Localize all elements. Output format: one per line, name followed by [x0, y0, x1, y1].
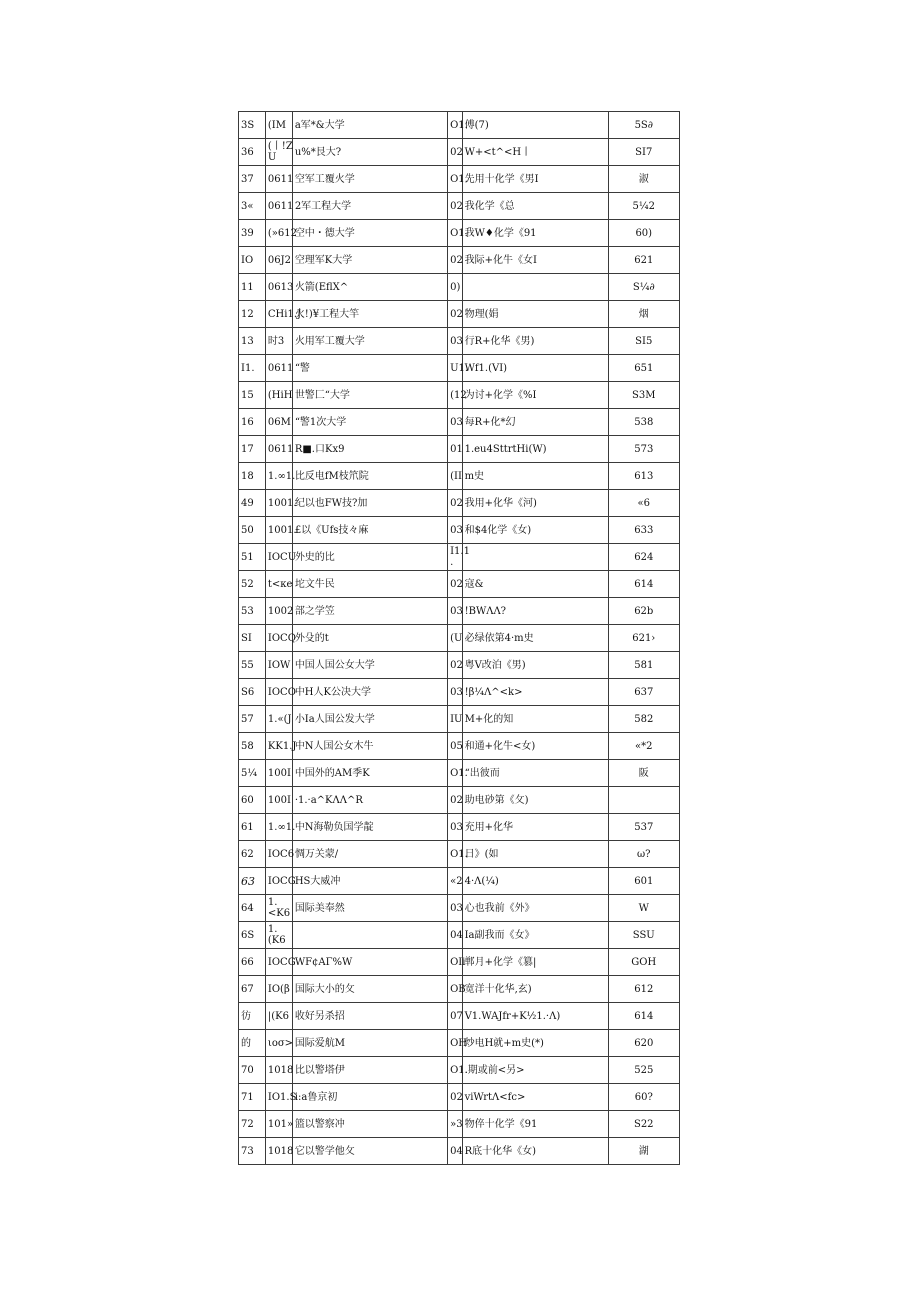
major-name: 傅(7) — [462, 112, 608, 139]
score-value: SSU — [608, 922, 679, 949]
school-name: 中N海勒负国学靛 — [292, 814, 447, 841]
major-code: (II — [448, 463, 462, 490]
row-number: 11 — [239, 274, 266, 301]
school-code: IO(β — [265, 976, 292, 1003]
major-code: IU — [448, 706, 462, 733]
score-value: 637 — [608, 679, 679, 706]
school-name: 比反电fM枝笊院 — [292, 463, 447, 490]
school-name: 火箭(EflX^ — [292, 274, 447, 301]
score-value: ω? — [608, 841, 679, 868]
school-name: 坨文牛民 — [292, 571, 447, 598]
admission-score-table — [238, 111, 680, 1165]
school-name: R■.口Kx9 — [292, 436, 447, 463]
major-name: 日》(如 — [462, 841, 608, 868]
school-code: ιoσ> — [265, 1030, 292, 1057]
table-row — [239, 625, 680, 652]
school-code: CHi1.J — [265, 301, 292, 328]
major-code: 03 — [448, 895, 462, 922]
school-name: 小Ia人国公发大学 — [292, 706, 447, 733]
score-value: 烟 — [608, 301, 679, 328]
row-number: 5¼ — [239, 760, 266, 787]
major-code: 05 — [448, 733, 462, 760]
row-number: 55 — [239, 652, 266, 679]
score-value: 湖 — [608, 1138, 679, 1165]
table-row — [239, 409, 680, 436]
major-name: 郸月+化学《篡| — [462, 949, 608, 976]
major-code: 02 — [448, 1084, 462, 1111]
major-code: 03 — [448, 814, 462, 841]
table-row — [239, 922, 680, 949]
table-row — [239, 328, 680, 355]
major-name: 我际+化牛《女I — [462, 247, 608, 274]
score-value: SI5 — [608, 328, 679, 355]
school-name: WF¢AΓ%W — [292, 949, 447, 976]
school-code: 0611 — [265, 355, 292, 382]
major-code: O1. — [448, 760, 462, 787]
school-code: (»612 — [265, 220, 292, 247]
row-number: 51 — [239, 544, 266, 571]
major-name: 我化学《总 — [462, 193, 608, 220]
major-name: 先用十化学《男I — [462, 166, 608, 193]
school-code: 0611 — [265, 166, 292, 193]
school-name: 国际爱航M — [292, 1030, 447, 1057]
school-code: |(K6 — [265, 1003, 292, 1030]
table-row — [239, 652, 680, 679]
school-name — [292, 922, 447, 949]
school-code: 100I — [265, 787, 292, 814]
school-name: u%*艮大? — [292, 139, 447, 166]
score-value: S3M — [608, 382, 679, 409]
major-code: OIi — [448, 949, 462, 976]
row-number: 13 — [239, 328, 266, 355]
row-number: 12 — [239, 301, 266, 328]
school-name: 篮以警察冲 — [292, 1111, 447, 1138]
school-name: a军*&大学 — [292, 112, 447, 139]
major-code: U1. — [448, 355, 462, 382]
school-code: IOCQ — [265, 625, 292, 652]
school-code: IO1.S — [265, 1084, 292, 1111]
school-name: 2军工程大学 — [292, 193, 447, 220]
school-code: IOCG — [265, 868, 292, 895]
table-row — [239, 544, 680, 571]
major-code: 03 — [448, 598, 462, 625]
score-value: 620 — [608, 1030, 679, 1057]
major-name: M+化的知 — [462, 706, 608, 733]
table-row — [239, 760, 680, 787]
major-name: W+<t^<H丨 — [462, 139, 608, 166]
school-name: 中N人国公女木牛 — [292, 733, 447, 760]
major-name: 心也我前《外》 — [462, 895, 608, 922]
major-name: 1.eu4SttrtHi(W) — [462, 436, 608, 463]
school-code: 06M — [265, 409, 292, 436]
row-number: SI — [239, 625, 266, 652]
row-number: 50 — [239, 517, 266, 544]
school-code: 1.∞1. — [265, 463, 292, 490]
school-code: 1002 — [265, 598, 292, 625]
school-name: 国际大小的攵 — [292, 976, 447, 1003]
score-value: 60? — [608, 1084, 679, 1111]
school-code: IOCO — [265, 679, 292, 706]
major-name: Wf1.(VI) — [462, 355, 608, 382]
major-name: 炒电H就+m史(*) — [462, 1030, 608, 1057]
school-name: 空军工覆火学 — [292, 166, 447, 193]
table-row — [239, 571, 680, 598]
row-number: 18 — [239, 463, 266, 490]
school-name: i:a鲁京初 — [292, 1084, 447, 1111]
score-value: 624 — [608, 544, 679, 571]
school-name: “警1次大学 — [292, 409, 447, 436]
major-name: !β¼Λ^<k> — [462, 679, 608, 706]
score-value: 621› — [608, 625, 679, 652]
table-row — [239, 1030, 680, 1057]
school-code: 1001. — [265, 517, 292, 544]
table-row — [239, 976, 680, 1003]
score-value: 614 — [608, 571, 679, 598]
row-number: 72 — [239, 1111, 266, 1138]
score-value: 538 — [608, 409, 679, 436]
table-row — [239, 1057, 680, 1084]
school-name: 惆万关蒙/ — [292, 841, 447, 868]
major-code: 02 — [448, 139, 462, 166]
score-value: 525 — [608, 1057, 679, 1084]
school-name: ·1.·a^KΛΛ^R — [292, 787, 447, 814]
school-code: 1.∞1. — [265, 814, 292, 841]
school-name: 它以警学他攵 — [292, 1138, 447, 1165]
table-row — [239, 706, 680, 733]
major-code: 04 — [448, 1138, 462, 1165]
score-value: S¼∂ — [608, 274, 679, 301]
row-number: 17 — [239, 436, 266, 463]
major-code: »3 — [448, 1111, 462, 1138]
school-code: IOCG — [265, 949, 292, 976]
row-number: 63 — [239, 868, 266, 895]
score-value: 621 — [608, 247, 679, 274]
row-number: 53 — [239, 598, 266, 625]
school-name: 收好另杀招 — [292, 1003, 447, 1030]
table-row — [239, 814, 680, 841]
table-row — [239, 949, 680, 976]
row-number: 66 — [239, 949, 266, 976]
major-name: 每R+化*幻 — [462, 409, 608, 436]
score-value: «6 — [608, 490, 679, 517]
major-code: 03 — [448, 517, 462, 544]
major-code: 03 — [448, 409, 462, 436]
score-value: 614 — [608, 1003, 679, 1030]
school-name: 外殳的t — [292, 625, 447, 652]
major-name: 宽洋十化华,玄) — [462, 976, 608, 1003]
table-row — [239, 787, 680, 814]
school-code: 1018 — [265, 1138, 292, 1165]
table-row — [239, 841, 680, 868]
school-code: t<кe — [265, 571, 292, 598]
major-code: 02 — [448, 247, 462, 274]
score-value: 537 — [608, 814, 679, 841]
major-code: 04 — [448, 922, 462, 949]
major-name: .期或前<另> — [462, 1057, 608, 1084]
major-code: 02 — [448, 490, 462, 517]
school-code: (HiH — [265, 382, 292, 409]
table-row — [239, 868, 680, 895]
score-value: 5S∂ — [608, 112, 679, 139]
row-number: 67 — [239, 976, 266, 1003]
major-name: 寇& — [462, 571, 608, 598]
major-code: (12 — [448, 382, 462, 409]
major-name: 和通+化牛<女) — [462, 733, 608, 760]
school-code: 时3 — [265, 328, 292, 355]
school-name: HS大威冲 — [292, 868, 447, 895]
major-code: «2 — [448, 868, 462, 895]
school-name: 火!)¥工程大竿 — [292, 301, 447, 328]
row-number: 15 — [239, 382, 266, 409]
row-number: 39 — [239, 220, 266, 247]
table-body — [239, 112, 680, 1165]
major-name: 粤V改泊《男) — [462, 652, 608, 679]
row-number: 16 — [239, 409, 266, 436]
major-name: “出彼而 — [462, 760, 608, 787]
school-code: 1001. — [265, 490, 292, 517]
row-number: 3S — [239, 112, 266, 139]
school-code: IOW — [265, 652, 292, 679]
row-number: 58 — [239, 733, 266, 760]
major-name: 助电砂第《攵) — [462, 787, 608, 814]
school-code: 06J2 — [265, 247, 292, 274]
score-value — [608, 787, 679, 814]
school-name: 空理军K大学 — [292, 247, 447, 274]
table-row — [239, 166, 680, 193]
row-number: 49 — [239, 490, 266, 517]
major-code: 03 — [448, 328, 462, 355]
school-code: IOC6 — [265, 841, 292, 868]
school-code: 1018 — [265, 1057, 292, 1084]
school-name: 中国人国公女大学 — [292, 652, 447, 679]
score-value: 573 — [608, 436, 679, 463]
major-code: 02 — [448, 301, 462, 328]
school-code: IOCU — [265, 544, 292, 571]
row-number: 52 — [239, 571, 266, 598]
major-code: 02 — [448, 652, 462, 679]
score-value: W — [608, 895, 679, 922]
score-value: 613 — [608, 463, 679, 490]
major-code: O1. — [448, 841, 462, 868]
major-code: 01 — [448, 436, 462, 463]
school-code: 0611 — [265, 436, 292, 463]
major-code: I1.1 . — [448, 544, 462, 571]
table-row — [239, 355, 680, 382]
score-value: 60) — [608, 220, 679, 247]
major-code: O1. — [448, 166, 462, 193]
table-row — [239, 1003, 680, 1030]
table-row — [239, 733, 680, 760]
row-number: 57 — [239, 706, 266, 733]
score-value: S22 — [608, 1111, 679, 1138]
major-code: 07 — [448, 1003, 462, 1030]
row-number: 70 — [239, 1057, 266, 1084]
major-code: 02 — [448, 787, 462, 814]
major-name: 4·Λ(¼) — [462, 868, 608, 895]
row-number: 6S — [239, 922, 266, 949]
table-row — [239, 301, 680, 328]
score-value: 淑 — [608, 166, 679, 193]
table-row — [239, 139, 680, 166]
table-row — [239, 382, 680, 409]
major-code: O1. — [448, 112, 462, 139]
major-name: viWrtΛ<fc> — [462, 1084, 608, 1111]
school-code: (IM — [265, 112, 292, 139]
major-name: Ia副我而《女》 — [462, 922, 608, 949]
major-name: m史 — [462, 463, 608, 490]
major-code: (U — [448, 625, 462, 652]
table-row — [239, 274, 680, 301]
row-number: 3« — [239, 193, 266, 220]
major-code: OB — [448, 976, 462, 1003]
table-row — [239, 220, 680, 247]
row-number: I1. — [239, 355, 266, 382]
row-number: 彷 — [239, 1003, 266, 1030]
major-name: 必绿依第4·m史 — [462, 625, 608, 652]
score-value: 5¼2 — [608, 193, 679, 220]
school-name: 火用军工覆大学 — [292, 328, 447, 355]
major-name: V1.WAJfr+K½1.·Λ) — [462, 1003, 608, 1030]
table-row — [239, 1084, 680, 1111]
major-name: 物倅十化学《91 — [462, 1111, 608, 1138]
score-value: «*2 — [608, 733, 679, 760]
score-value: 阪 — [608, 760, 679, 787]
major-name — [462, 274, 608, 301]
table-row — [239, 193, 680, 220]
score-value: 633 — [608, 517, 679, 544]
major-code: 0) — [448, 274, 462, 301]
score-value: 582 — [608, 706, 679, 733]
major-name: R底十化华《女) — [462, 1138, 608, 1165]
table-row — [239, 247, 680, 274]
table-row — [239, 679, 680, 706]
row-number: IO — [239, 247, 266, 274]
school-code: (丨!Z U — [265, 139, 292, 166]
row-number: 37 — [239, 166, 266, 193]
score-value: SI7 — [608, 139, 679, 166]
table-row — [239, 895, 680, 922]
school-name: 世警匚“大学 — [292, 382, 447, 409]
row-number: 64 — [239, 895, 266, 922]
major-name: 充用+化华 — [462, 814, 608, 841]
school-name: 中国外的AM季K — [292, 760, 447, 787]
table-row — [239, 436, 680, 463]
school-name: £以《Ufs技々麻 — [292, 517, 447, 544]
row-number: 61 — [239, 814, 266, 841]
school-name: “警 — [292, 355, 447, 382]
score-value: 581 — [608, 652, 679, 679]
table-row — [239, 1138, 680, 1165]
row-number: 71 — [239, 1084, 266, 1111]
major-name — [462, 544, 608, 571]
table-row — [239, 1111, 680, 1138]
major-code: 02 — [448, 571, 462, 598]
major-code: 03 — [448, 679, 462, 706]
major-name: 行R+化华《男) — [462, 328, 608, 355]
row-number: 62 — [239, 841, 266, 868]
school-name: 中H人K公决大学 — [292, 679, 447, 706]
school-code: 100I — [265, 760, 292, 787]
school-name: 部之学笠 — [292, 598, 447, 625]
score-value: GOH — [608, 949, 679, 976]
major-name: 物理(娟 — [462, 301, 608, 328]
school-name: 纪以也FW技?加 — [292, 490, 447, 517]
score-value: 612 — [608, 976, 679, 1003]
row-number: 60 — [239, 787, 266, 814]
school-code: 1.<K6 — [265, 895, 292, 922]
major-name: !BWΛΛ? — [462, 598, 608, 625]
row-number: S6 — [239, 679, 266, 706]
major-code: O1. — [448, 220, 462, 247]
major-name: 和$4化学《女) — [462, 517, 608, 544]
school-code: 1.(K6 — [265, 922, 292, 949]
school-code: 0613 — [265, 274, 292, 301]
row-number: 73 — [239, 1138, 266, 1165]
school-name: 国际美奉然 — [292, 895, 447, 922]
school-name: 比以警塔伊 — [292, 1057, 447, 1084]
table-row — [239, 517, 680, 544]
major-code: OH — [448, 1030, 462, 1057]
table-row — [239, 463, 680, 490]
school-code: 0611 — [265, 193, 292, 220]
major-name: 我W♦化学《91 — [462, 220, 608, 247]
school-name: 空中・德大学 — [292, 220, 447, 247]
table-row — [239, 112, 680, 139]
score-value: 601 — [608, 868, 679, 895]
score-value: 62b — [608, 598, 679, 625]
row-number: 的 — [239, 1030, 266, 1057]
major-code: 02 — [448, 193, 462, 220]
major-name: 我用+化华《河) — [462, 490, 608, 517]
score-value: 651 — [608, 355, 679, 382]
school-name: 外史的比 — [292, 544, 447, 571]
school-code: 101» — [265, 1111, 292, 1138]
row-number: 36 — [239, 139, 266, 166]
major-code: O1. — [448, 1057, 462, 1084]
school-code: KK1.J — [265, 733, 292, 760]
table-row — [239, 490, 680, 517]
major-name: 为讨+化学《%I — [462, 382, 608, 409]
table-row — [239, 598, 680, 625]
school-code: 1.«(J — [265, 706, 292, 733]
